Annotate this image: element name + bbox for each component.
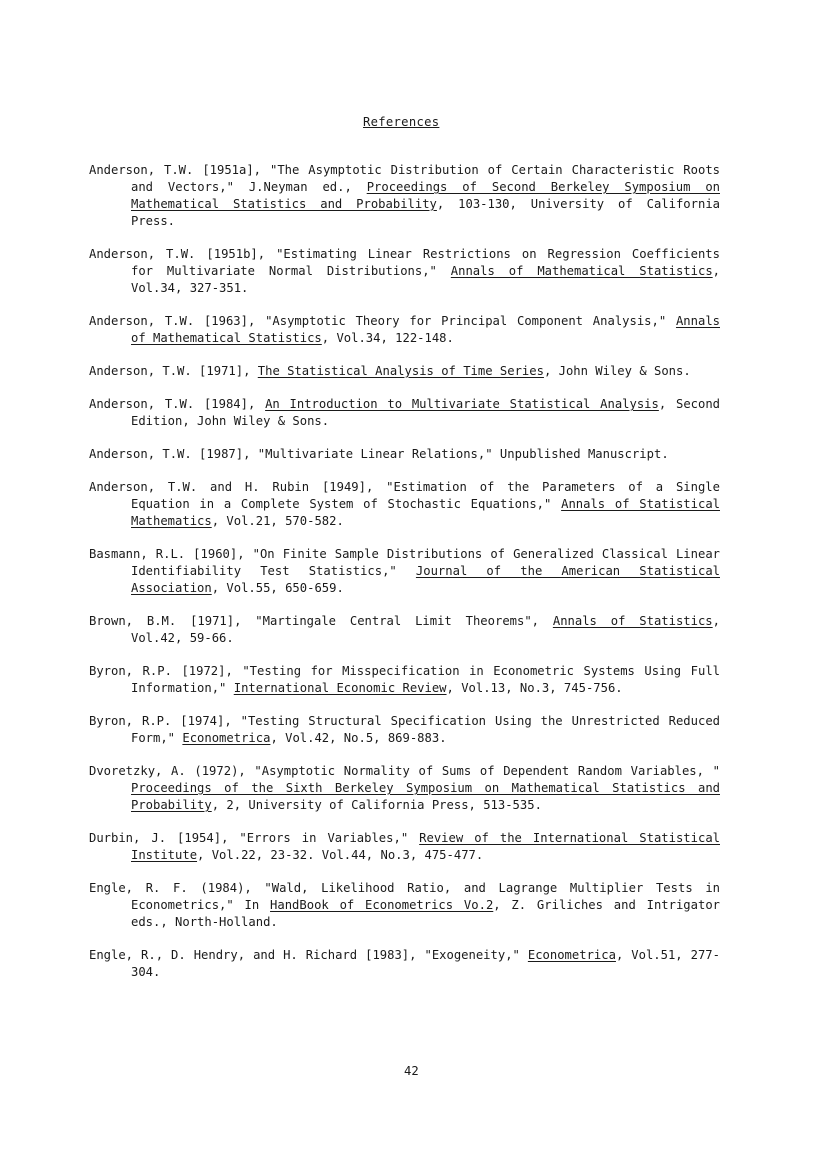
reference-title: An Introduction to Multivariate Statistical Analysis bbox=[265, 397, 659, 411]
reference-entry: Byron, R.P. [1972], "Testing for Misspecification in Econometric Systems Using Full Information," International Economic Review, Vol.13, No.3, 745-756. bbox=[89, 664, 720, 695]
reference-entry: Anderson, T.W. [1951a], "The Asymptotic Distribution of Certain Characteristic Roots and Vectors," J.Neyman ed., Proceedings of Second Berkeley Symposium on Mathematical Statistics and Probability, 103-130, University of California Press. bbox=[89, 163, 720, 228]
reference-title: Annals of Statistics bbox=[552, 614, 713, 628]
reference-entry: Anderson, T.W. [1984], An Introduction to Multivariate Statistical Analysis, Second Edition, John Wiley & Sons. bbox=[89, 397, 721, 428]
reference-entry: Basmann, R.L. [1960], "On Finite Sample Distributions of Generalized Classical Linear Identifiability Test Statistics," Journal of the American Statistical Association, Vol.55, 650-659. bbox=[89, 547, 720, 595]
reference-entry: Brown, B.M. [1971], "Martingale Central Limit Theorems", Annals of Statistics, Vol.42, 59-66. bbox=[89, 614, 720, 645]
reference-entry: Engle, R., D. Hendry, and H. Richard [1983], "Exogeneity," Econometrica, Vol.51, 277-304. bbox=[89, 948, 720, 979]
reference-title: Proceedings of Second Berkeley Symposium on Mathematical Statistics and Probability bbox=[131, 180, 720, 211]
reference-title: Annals of Mathematical Statistics bbox=[450, 264, 713, 278]
reference-title: Econometrica bbox=[182, 731, 271, 745]
reference-entry: Anderson, T.W. [1963], "Asymptotic Theory for Principal Component Analysis," Annals of Mathematical Statistics, Vol.34, 122-148. bbox=[89, 314, 720, 345]
reference-title: Journal of the American Statistical Association bbox=[131, 564, 720, 595]
reference-entry: Anderson, T.W. [1987], "Multivariate Linear Relations," Unpublished Manuscript. bbox=[89, 447, 669, 461]
reference-entry: Anderson, T.W. and H. Rubin [1949], "Estimation of the Parameters of a Single Equation in a Complete System of Stochastic Equations," Annals of Statistical Mathematics, Vol.21, 570-582. bbox=[89, 480, 720, 528]
reference-entry: Durbin, J. [1954], "Errors in Variables," Review of the International Statistical Institute, Vol.22, 23-32. Vol.44, No.3, 475-477. bbox=[89, 831, 720, 862]
reference-entry: Anderson, T.W. [1951b], "Estimating Linear Restrictions on Regression Coefficients for Multivariate Normal Distributions," Annals of Mathematical Statistics, Vol.34, 327-351. bbox=[89, 247, 720, 295]
reference-entry: Engle, R. F. (1984), "Wald, Likelihood Ratio, and Lagrange Multiplier Tests in Econometrics," In HandBook of Econometrics Vo.2, Z. Griliches and Intrigator eds., North-Holland. bbox=[89, 881, 720, 929]
reference-title: Review of the International Statistical Institute bbox=[131, 831, 720, 862]
reference-title: HandBook of Econometrics Vo.2 bbox=[270, 898, 494, 912]
reference-title: Proceedings of the Sixth Berkeley Symposium on Mathematical Statistics and Probability bbox=[131, 781, 720, 812]
reference-title: Econometrica bbox=[527, 948, 616, 962]
reference-list bbox=[89, 162, 720, 981]
reference-title: Annals of Statistical Mathematics bbox=[131, 497, 720, 528]
reference-title: The Statistical Analysis of Time Series bbox=[257, 364, 544, 378]
reference-entry: Byron, R.P. [1974], "Testing Structural Specification Using the Unrestricted Reduced Form," Econometrica, Vol.42, No.5, 869-883. bbox=[89, 714, 720, 745]
reference-entry: Dvoretzky, A. (1972), "Asymptotic Normality of Sums of Dependent Random Variables, " Proceedings of the Sixth Berkeley Symposium on Mathematical Statistics and Probability, 2, University of California Press, 513-535. bbox=[89, 764, 720, 812]
reference-title: International Economic Review bbox=[233, 681, 447, 695]
page-number: 42 bbox=[404, 1064, 419, 1078]
page-title: References bbox=[363, 115, 440, 129]
reference-entry: Anderson, T.W. [1971], The Statistical Analysis of Time Series, John Wiley & Sons. bbox=[89, 364, 691, 378]
reference-title: Annals of Mathematical Statistics bbox=[131, 314, 720, 345]
